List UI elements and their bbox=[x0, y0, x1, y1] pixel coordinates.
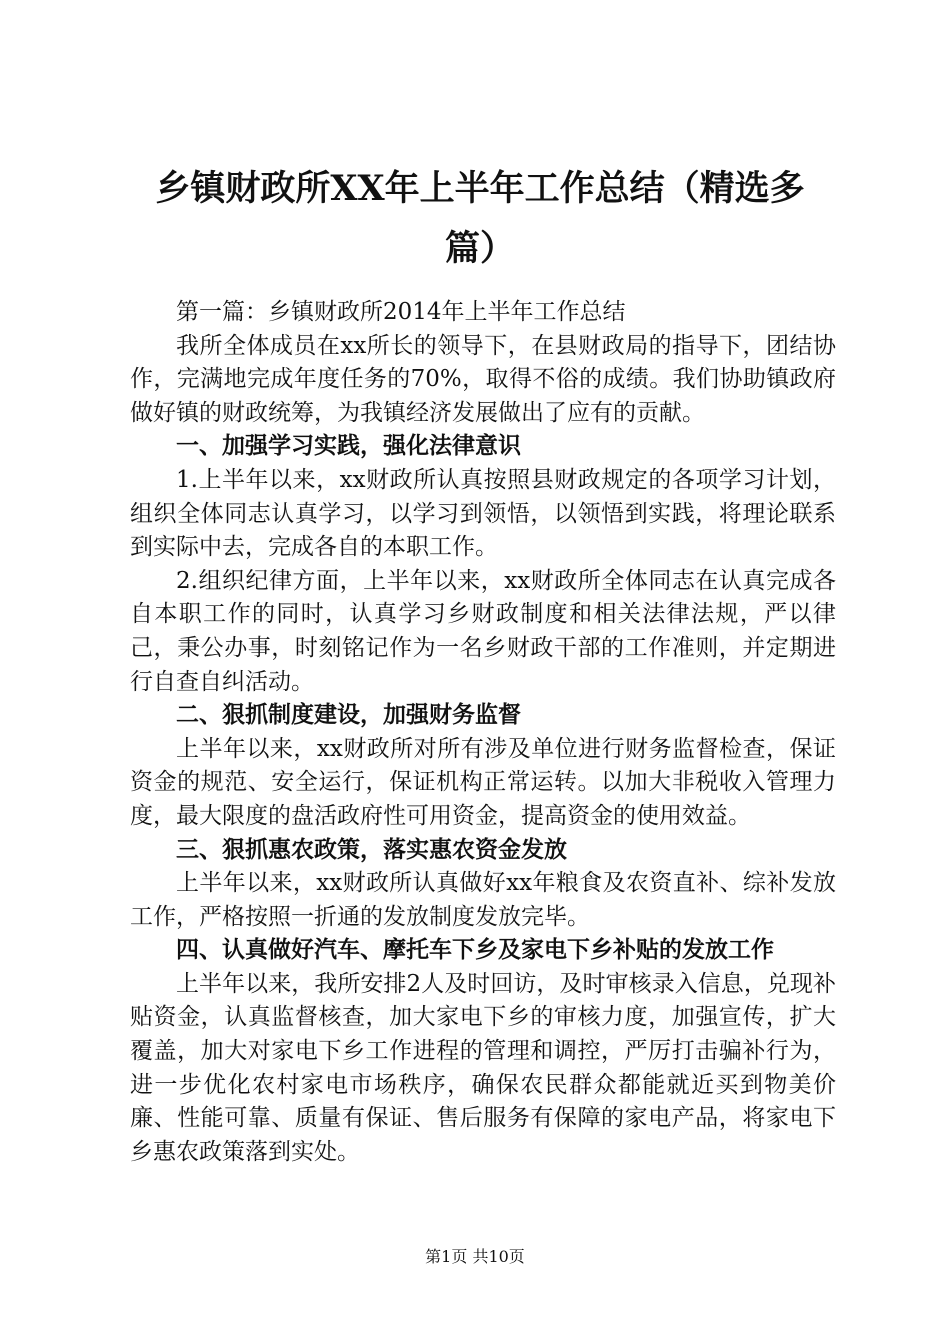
body-paragraph: 1.上半年以来，xx财政所认真按照县财政规定的各项学习计划，组织全体同志认真学习，以学习到领悟，以领悟到实践，将理论联系到实际中去，完成各自的本职工作。 bbox=[130, 466, 836, 561]
body-paragraph: 上半年以来，xx财政所认真做好xx年粮食及农资直补、综补发放工作，严格按照一折通的发放制度发放完毕。 bbox=[130, 870, 836, 930]
body-paragraph: 我所全体成员在xx所长的领导下，在县财政局的指导下，团结协作，完满地完成年度任务的70%，取得不俗的成绩。我们协助镇政府做好镇的财政统筹，为我镇经济发展做出了应有的贡献。 bbox=[130, 332, 836, 426]
section-heading: 四、认真做好汽车、摩托车下乡及家电下乡补贴的发放工作 bbox=[176, 937, 774, 964]
body-paragraph: 上半年以来，我所安排2人及时回访，及时审核录入信息，兑现补贴资金，认真监督核查，加大家电下乡的审核力度，加强宣传，扩大覆盖，加大对家电下乡工作进程的管理和调控，严厉打击骗补行为，进一步优化农村家电市场秩序，确保农民群众都能就近买到物美价廉、性能可靠、质量有保证、售后服务有保障的家电产品，将家电下乡惠农政策落到实处。 bbox=[130, 970, 836, 1165]
section-subtitle: 第一篇：乡镇财政所2014年上半年工作总结 bbox=[176, 299, 626, 325]
section-heading: 一、加强学习实践，强化法律意识 bbox=[176, 433, 521, 460]
document-body bbox=[130, 296, 836, 1169]
page-number-footer: 第1页 共10页 bbox=[425, 1247, 525, 1266]
document-title-line2: 篇） bbox=[444, 228, 515, 269]
body-paragraph: 2.组织纪律方面，上半年以来，xx财政所全体同志在认真完成各自本职工作的同时，认真学习乡财政制度和相关法律法规，严以律己，秉公办事，时刻铭记作为一名乡财政干部的工作准则，并定期进行自查自纠活动。 bbox=[130, 567, 836, 695]
document-title-line1: 乡镇财政所XX年上半年工作总结（精选多 bbox=[155, 168, 805, 209]
section-heading: 二、狠抓制度建设，加强财务监督 bbox=[176, 702, 521, 729]
section-heading: 三、狠抓惠农政策，落实惠农资金发放 bbox=[176, 836, 567, 863]
body-paragraph: 上半年以来，xx财政所对所有涉及单位进行财务监督检查，保证资金的规范、安全运行，保证机构正常运转。以加大非税收入管理力度，最大限度的盘活政府性可用资金，提高资金的使用效益。 bbox=[130, 735, 836, 829]
